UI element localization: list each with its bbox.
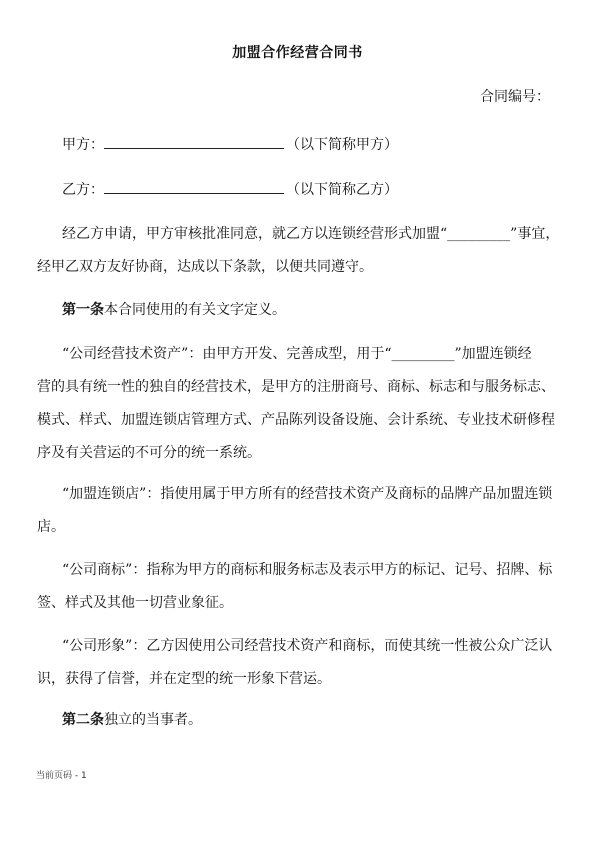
article-2-text: 独立的当事者。 xyxy=(104,712,202,728)
article-1-heading: 第一条 xyxy=(62,302,104,318)
definition-franchise-store xyxy=(37,478,560,544)
document-title: 加盟合作经营合同书 xyxy=(232,45,363,61)
article-1-paragraph xyxy=(62,294,560,327)
party-a-blank xyxy=(104,136,284,149)
def-image-line-2: 识，获得了信誉，并在定型的统一形象下营运。 xyxy=(37,671,331,687)
definition-company-image xyxy=(37,630,560,696)
intro-line-2: 经甲乙双方友好协商，达成以下条款，以便共同遵守。 xyxy=(37,259,373,275)
article-2-heading: 第二条 xyxy=(62,712,104,728)
definition-tech-assets xyxy=(37,338,560,470)
contract-number-label: 合同编号： xyxy=(480,89,550,105)
party-b-label: 乙方： xyxy=(62,182,104,198)
party-b-blank xyxy=(104,181,284,194)
article-1-text: 本合同使用的有关文字定义。 xyxy=(104,302,286,318)
article-1-line xyxy=(62,294,560,327)
def-tech-line-2: 营的具有统一性的独自的经营技术，是甲方的注册商号、商标、标志和与服务标志、 xyxy=(37,379,555,395)
def-tech-line-3: 模式、样式、加盟连锁店管理方式、产品陈列设备设施、会计系统、专业技术研修程 xyxy=(37,412,555,428)
definition-trademark xyxy=(37,554,560,620)
article-2-paragraph xyxy=(62,704,560,737)
party-a-line xyxy=(62,134,398,154)
party-a-suffix: （以下简称甲方） xyxy=(286,137,398,153)
def-trademark-line-2: 签、样式及其他一切营业象征。 xyxy=(37,595,233,611)
def-store-line-1: “加盟连锁店”：指使用属于甲方所有的经营技术资产及商标的品牌产品加盟连锁 xyxy=(62,486,553,502)
party-b-line xyxy=(62,179,398,199)
intro-paragraph xyxy=(37,218,560,284)
def-trademark-line-1: “公司商标”：指称为甲方的商标和服务标志及表示甲方的标记、记号、招牌、标 xyxy=(62,562,553,578)
def-tech-line-4: 序及有关营运的不可分的统一系统。 xyxy=(37,445,261,461)
def-store-line-2: 店。 xyxy=(37,519,65,535)
article-2-line xyxy=(62,704,560,737)
def-image-line-1: “公司形象”：乙方因使用公司经营技术资产和商标，而使其统一性被公众广泛认 xyxy=(62,638,553,654)
intro-line-1: 经乙方申请，甲方审核批准同意，就乙方以连锁经营形式加盟“_________”事宜， xyxy=(62,226,560,242)
page-number-footer: 当前页码 - 1 xyxy=(36,771,87,781)
party-a-label: 甲方： xyxy=(62,137,104,153)
def-tech-line-1: “公司经营技术资产”：由甲方开发、完善成型，用于“_________”加盟连锁经 xyxy=(62,346,532,362)
party-b-suffix: （以下简称乙方） xyxy=(286,182,398,198)
